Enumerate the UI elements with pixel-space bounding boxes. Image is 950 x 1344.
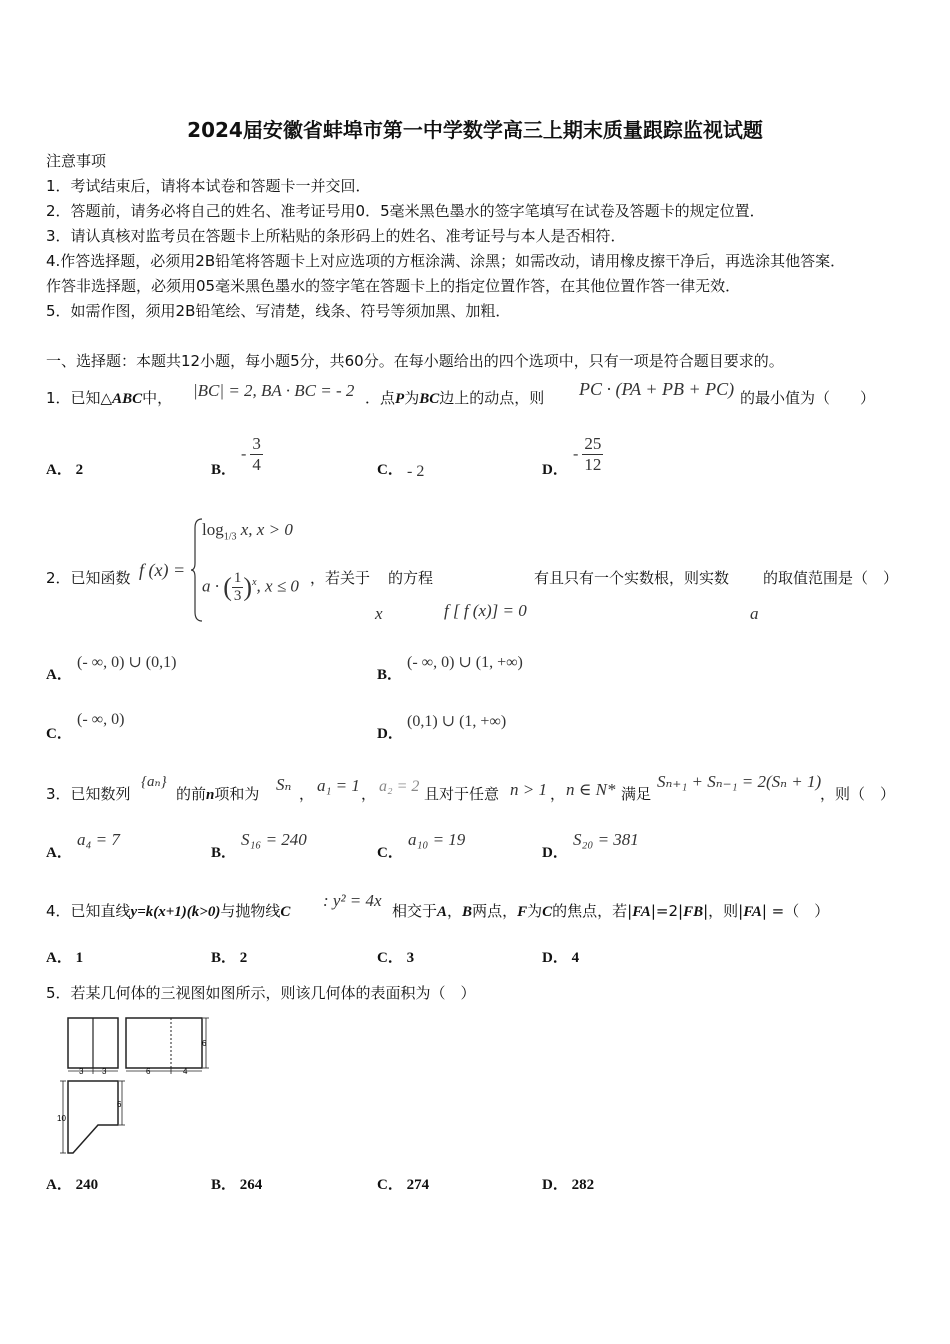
q5-option-b[interactable]: B． 264 [211,1177,263,1193]
q2-var-a: a [750,604,759,623]
q3-option-a-value: a₄ = 7 [77,830,120,849]
q3-stem-mid: 的前n项和为 [176,785,260,803]
q2-var-x: x [375,604,383,623]
q4-option-c[interactable]: C． 3 [377,950,415,966]
notice-item-4: 4.作答选择题，必须用2B铅笔将答题卡上对应选项的方框涂满、涂黑；如需改动，请用橡皮擦干净后，再选涂其他答案． [46,252,846,270]
q2-case-1: $\log_{1/3} x$, x > 0 [202,520,293,543]
q3-mid-4: 满足 [621,785,652,803]
front-dim-right: 3 [102,1067,107,1076]
q1-option-c-label[interactable]: C． [377,462,403,478]
q1-option-b-value: - $\frac{3}{4}$ [241,434,261,474]
notice-item-3: 3．请认真核对监考员在答题卡上所粘贴的条形码上的姓名、准考证号与本人是否相符． [46,227,626,245]
notice-item-2: 2．答题前，请务必将自己的姓名、准考证号用0．5毫米黑色墨水的签字笔填写在试卷及答题卡的规定位置． [46,202,765,220]
q5-option-d[interactable]: D． 282 [542,1177,595,1193]
q5-three-view-figure [55,1013,220,1161]
q3-option-b-label[interactable]: B． [211,845,237,861]
q2-equation: f [ f (x)] = 0 [444,601,527,620]
q3-sep-3: ， [550,785,566,803]
front-dim-left: 3 [79,1067,84,1076]
q3-prefix: 3．已知数列 [46,785,131,803]
q1-expression: PC · (PA + PB + PC) [579,379,735,399]
q3-sn: Sₙ [276,775,292,794]
q3-sep-2: ， [361,785,377,803]
q2-option-d-value: (0,1) ∪ (1, +∞) [407,713,507,730]
q5-stem: 5．若某几何体的三视图如图所示，则该几何体的表面积为（ ） [46,984,476,1002]
q4-option-d[interactable]: D． 4 [542,950,580,966]
q3-option-d-value: S₂₀ = 381 [573,830,639,849]
q3-n-gt-1: n > 1 [510,780,547,799]
side-view [126,1018,202,1068]
page-title: 2024届安徽省蚌埠市第一中学数学高三上期末质量跟踪监视试题 [187,118,763,142]
q3-option-c-label[interactable]: C． [377,845,403,861]
q2-option-d-label[interactable]: D． [377,726,403,742]
q4-parabola: : y² = 4x [323,891,382,910]
q4-stem-1: 4．已知直线y=k(x+1)(k>0)与抛物线C [46,902,291,920]
notice-heading: 注意事项 [46,152,107,170]
side-dim-height: 6 [202,1039,207,1048]
q3-option-b-value: S₁₆ = 240 [241,830,307,849]
top-view [68,1081,118,1153]
q2-mid-2: 的方程 [388,569,434,587]
q3-a1: a₁ = 1 [317,776,360,795]
q1-option-c-value: - 2 [407,463,425,480]
q4-option-a[interactable]: A． 1 [46,950,84,966]
notice-item-1: 1．考试结束后，请将本试卷和答题卡一并交回． [46,177,371,195]
q3-sequence: {aₙ} [141,774,167,790]
q3-sep-1: ， [299,785,315,803]
top-dim-total: 10 [57,1114,66,1123]
q4-option-b[interactable]: B． 2 [211,950,248,966]
q2-fx: f (x) = [139,560,186,580]
q1-option-a[interactable]: A． 2 [46,462,84,478]
q3-option-a-label[interactable]: A． [46,845,72,861]
q2-option-c-label[interactable]: C． [46,726,72,742]
q3-option-c-value: a₁₀ = 19 [408,830,466,849]
q2-option-b-value: (- ∞, 0) ∪ (1, +∞) [407,654,523,671]
q2-option-b-label[interactable]: B． [377,667,403,683]
q3-suffix: ，则（ ） [820,785,896,803]
q1-option-d-value: - $\frac{25}{12}$ [573,434,602,474]
question-1-stem: 1．已知△ABC中， [46,389,173,407]
q2-suffix: 的取值范围是（ ） [763,569,899,587]
q1-condition: |BC| = 2, BA · BC = - 2 [193,381,355,400]
q5-option-a[interactable]: A． 240 [46,1177,99,1193]
q3-n-in-n: n ∈ N* [566,780,616,799]
side-dim-left: 6 [146,1067,151,1076]
q1-option-b-label[interactable]: B． [211,462,237,478]
top-dim-part: 6 [117,1100,122,1109]
q2-prefix: 2．已知函数 [46,569,131,587]
side-dim-right: 4 [183,1067,188,1076]
q3-relation: Sₙ₊₁ + Sₙ₋₁ = 2(Sₙ + 1) [657,772,822,791]
q1-option-d-label[interactable]: D． [542,462,568,478]
q1-stem-mid: ．点P为BC边上的动点，则 [365,389,545,407]
q2-option-a-label[interactable]: A． [46,667,72,683]
q4-stem-2: 相交于A，B两点，F为C的焦点，若|FA|=2|FB|，则|FA| =（ ） [392,902,830,920]
section-heading: 一、选择题：本题共12小题，每小题5分，共60分。在每小题给出的四个选项中，只有一项是符合题目要求的。 [46,352,784,370]
q2-option-c-value: (- ∞, 0) [77,711,125,728]
q2-mid-3: 有且只有一个实数根，则实数 [534,569,730,587]
q3-mid-3: 且对于任意 [424,785,500,803]
q2-case-2: a · ( $\frac{1}{3}$ )$^x$, x ≤ 0 [202,570,299,604]
q3-option-d-label[interactable]: D． [542,845,568,861]
q1-suffix: 的最小值为（ ） [740,389,876,407]
notice-item-5: 5．如需作图，须用2B铅笔绘、写清楚，线条、符号等须加黑、加粗． [46,302,511,320]
q3-a2: a₂ = 2 [379,778,420,795]
notice-item-4-cont: 作答非选择题，必须用05毫米黑色墨水的签字笔在答题卡上的指定位置作答，在其他位置作答一律无效． [46,277,741,295]
q2-mid-1: ，若关于 [310,569,371,587]
q2-option-a-value: (- ∞, 0) ∪ (0,1) [77,654,177,671]
q5-option-c[interactable]: C． 274 [377,1177,430,1193]
